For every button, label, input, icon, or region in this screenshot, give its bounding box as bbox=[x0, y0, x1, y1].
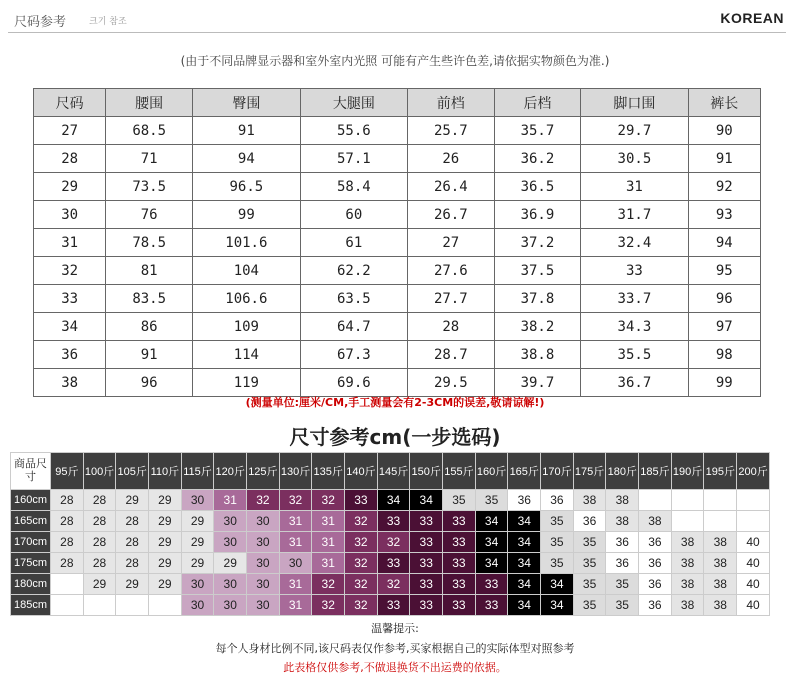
table-row bbox=[11, 574, 770, 595]
size-cell: 33 bbox=[410, 532, 443, 553]
tips-line-2: 此表格仅供参考,不做退换货不出运费的依据。 bbox=[283, 661, 507, 674]
table-cell: 101.6 bbox=[193, 229, 301, 257]
size-cell: 30 bbox=[214, 574, 247, 595]
page-header bbox=[8, 8, 786, 33]
size-cell: 35 bbox=[573, 595, 606, 616]
size-cell: 32 bbox=[345, 511, 378, 532]
size-cell: 33 bbox=[475, 595, 508, 616]
table-cell: 31 bbox=[34, 229, 106, 257]
table-cell: 90 bbox=[688, 117, 760, 145]
size-cell: 33 bbox=[410, 553, 443, 574]
size-cell: 32 bbox=[312, 490, 345, 511]
table-cell: 36.7 bbox=[581, 369, 688, 397]
table-cell: 29 bbox=[34, 173, 106, 201]
table-cell: 94 bbox=[688, 229, 760, 257]
size-cell: 40 bbox=[737, 553, 770, 574]
size-cell: 33 bbox=[443, 595, 476, 616]
size-cell: 36 bbox=[606, 553, 639, 574]
size-table-body bbox=[34, 117, 761, 397]
table-cell: 27.7 bbox=[407, 285, 494, 313]
size-cell: 32 bbox=[345, 553, 378, 574]
size-cell: 40 bbox=[737, 532, 770, 553]
size-cell: 38 bbox=[606, 490, 639, 511]
size-cell: 29 bbox=[83, 574, 116, 595]
size-cell: 31 bbox=[312, 511, 345, 532]
size-cell: 32 bbox=[247, 490, 280, 511]
table-cell: 99 bbox=[688, 369, 760, 397]
size-cell: 35 bbox=[573, 553, 606, 574]
size-cell: 29 bbox=[149, 532, 182, 553]
size-cell: 33 bbox=[443, 511, 476, 532]
table-cell: 57.1 bbox=[300, 145, 407, 173]
table-cell: 99 bbox=[193, 201, 301, 229]
weight-header: 95斤 bbox=[51, 453, 84, 490]
table-cell: 28 bbox=[407, 313, 494, 341]
size-cell: 36 bbox=[573, 511, 606, 532]
size-cell: 28 bbox=[51, 511, 84, 532]
weight-header: 110斤 bbox=[149, 453, 182, 490]
size-cell: 33 bbox=[443, 574, 476, 595]
table-cell: 64.7 bbox=[300, 313, 407, 341]
column-header: 裤长 bbox=[688, 89, 760, 117]
size-cell: 32 bbox=[377, 574, 410, 595]
size-cell: 35 bbox=[443, 490, 476, 511]
size-cell: 35 bbox=[541, 532, 574, 553]
table-cell: 35.7 bbox=[494, 117, 581, 145]
height-label: 160cm bbox=[11, 490, 51, 511]
size-cell: 29 bbox=[214, 553, 247, 574]
size-cell: 35 bbox=[541, 511, 574, 532]
size-cell: 34 bbox=[541, 595, 574, 616]
table-cell: 27 bbox=[34, 117, 106, 145]
size-cell: 38 bbox=[704, 553, 737, 574]
size-cell: 34 bbox=[508, 511, 541, 532]
size-cell: 28 bbox=[83, 490, 116, 511]
measurement-warning: (测量单位:厘米/CM,手工测量会有2-3CM的误差,敬请谅解!) bbox=[245, 396, 545, 409]
table-cell: 96 bbox=[688, 285, 760, 313]
size-cell: 30 bbox=[247, 574, 280, 595]
size-cell: 29 bbox=[149, 490, 182, 511]
weight-header: 175斤 bbox=[573, 453, 606, 490]
size-cell: 32 bbox=[377, 532, 410, 553]
size-cell: 36 bbox=[639, 553, 672, 574]
size-cell: 34 bbox=[508, 595, 541, 616]
table-cell: 73.5 bbox=[106, 173, 193, 201]
size-cell bbox=[704, 511, 737, 532]
table-cell: 38 bbox=[34, 369, 106, 397]
table-cell: 91 bbox=[688, 145, 760, 173]
weight-header: 155斤 bbox=[443, 453, 476, 490]
size-cell: 38 bbox=[671, 553, 704, 574]
size-cell: 31 bbox=[279, 511, 312, 532]
table-cell: 26.4 bbox=[407, 173, 494, 201]
size-cell: 30 bbox=[247, 595, 280, 616]
size-cell: 33 bbox=[410, 574, 443, 595]
table-cell: 31 bbox=[581, 173, 688, 201]
height-label: 180cm bbox=[11, 574, 51, 595]
size-cell: 34 bbox=[377, 490, 410, 511]
size-cell: 33 bbox=[475, 574, 508, 595]
table-cell: 119 bbox=[193, 369, 301, 397]
weight-header: 180斤 bbox=[606, 453, 639, 490]
size-cell: 33 bbox=[377, 553, 410, 574]
height-label: 175cm bbox=[11, 553, 51, 574]
weight-header: 100斤 bbox=[83, 453, 116, 490]
size-cell: 32 bbox=[345, 532, 378, 553]
table-cell: 37.5 bbox=[494, 257, 581, 285]
size-cell: 31 bbox=[279, 595, 312, 616]
weight-header: 120斤 bbox=[214, 453, 247, 490]
size-cell: 33 bbox=[377, 595, 410, 616]
table-row bbox=[34, 369, 761, 397]
table-row bbox=[11, 595, 770, 616]
size-cell: 33 bbox=[377, 511, 410, 532]
table-cell: 26 bbox=[407, 145, 494, 173]
weight-header: 165斤 bbox=[508, 453, 541, 490]
size-selector-header bbox=[11, 453, 770, 490]
size-cell: 30 bbox=[247, 532, 280, 553]
weight-header: 105斤 bbox=[116, 453, 149, 490]
size-cell: 30 bbox=[214, 595, 247, 616]
table-cell: 76 bbox=[106, 201, 193, 229]
size-cell: 34 bbox=[508, 553, 541, 574]
size-cell: 30 bbox=[214, 511, 247, 532]
size-cell: 34 bbox=[475, 553, 508, 574]
weight-header: 145斤 bbox=[377, 453, 410, 490]
size-cell bbox=[671, 490, 704, 511]
size-cell: 34 bbox=[410, 490, 443, 511]
size-cell: 38 bbox=[639, 511, 672, 532]
size-cell: 35 bbox=[573, 574, 606, 595]
table-cell: 36.5 bbox=[494, 173, 581, 201]
size-cell bbox=[737, 490, 770, 511]
table-row bbox=[11, 511, 770, 532]
size-cell: 30 bbox=[247, 511, 280, 532]
size-cell: 34 bbox=[508, 574, 541, 595]
table-cell: 36.2 bbox=[494, 145, 581, 173]
size-cell bbox=[149, 595, 182, 616]
tips-line-1: 每个人身材比例不同,该尺码表仅作参考,买家根据自己的实际体型对照参考 bbox=[215, 642, 575, 655]
size-cell bbox=[51, 574, 84, 595]
table-cell: 29.7 bbox=[581, 117, 688, 145]
table-cell: 36.9 bbox=[494, 201, 581, 229]
corner-cell: 商品尺寸 bbox=[11, 453, 51, 490]
size-cell bbox=[704, 490, 737, 511]
size-cell: 29 bbox=[116, 574, 149, 595]
size-cell: 40 bbox=[737, 595, 770, 616]
table-row bbox=[34, 313, 761, 341]
weight-header: 135斤 bbox=[312, 453, 345, 490]
size-cell: 28 bbox=[116, 553, 149, 574]
weight-header: 115斤 bbox=[181, 453, 214, 490]
size-cell: 34 bbox=[541, 574, 574, 595]
table-cell: 32 bbox=[34, 257, 106, 285]
size-cell: 36 bbox=[606, 532, 639, 553]
table-cell: 97 bbox=[688, 313, 760, 341]
table-cell: 37.2 bbox=[494, 229, 581, 257]
size-table bbox=[33, 88, 761, 397]
table-cell: 26.7 bbox=[407, 201, 494, 229]
size-cell: 32 bbox=[279, 490, 312, 511]
size-cell: 36 bbox=[639, 574, 672, 595]
table-cell: 58.4 bbox=[300, 173, 407, 201]
size-cell: 30 bbox=[214, 532, 247, 553]
table-row bbox=[34, 229, 761, 257]
column-header: 腰围 bbox=[106, 89, 193, 117]
size-cell: 29 bbox=[181, 532, 214, 553]
size-cell: 38 bbox=[671, 532, 704, 553]
table-cell: 93 bbox=[688, 201, 760, 229]
size-cell: 35 bbox=[573, 532, 606, 553]
table-cell: 61 bbox=[300, 229, 407, 257]
table-cell: 33 bbox=[581, 257, 688, 285]
table-row bbox=[34, 341, 761, 369]
table-cell: 29.5 bbox=[407, 369, 494, 397]
weight-header: 130斤 bbox=[279, 453, 312, 490]
size-cell: 33 bbox=[443, 553, 476, 574]
table-cell: 96 bbox=[106, 369, 193, 397]
size-cell: 31 bbox=[312, 532, 345, 553]
table-cell: 27.6 bbox=[407, 257, 494, 285]
size-cell: 29 bbox=[116, 490, 149, 511]
size-cell: 28 bbox=[51, 490, 84, 511]
table-cell: 34 bbox=[34, 313, 106, 341]
size-cell: 38 bbox=[704, 574, 737, 595]
size-cell: 30 bbox=[181, 574, 214, 595]
header-subtitle: 크기 참조 bbox=[89, 17, 127, 27]
size-cell: 30 bbox=[181, 595, 214, 616]
table-cell: 33 bbox=[34, 285, 106, 313]
size-cell: 38 bbox=[704, 532, 737, 553]
table-cell: 114 bbox=[193, 341, 301, 369]
column-header: 尺码 bbox=[34, 89, 106, 117]
table-cell: 30.5 bbox=[581, 145, 688, 173]
size-cell: 34 bbox=[508, 532, 541, 553]
table-row bbox=[11, 490, 770, 511]
weight-header: 150斤 bbox=[410, 453, 443, 490]
size-cell: 38 bbox=[671, 574, 704, 595]
size-cell: 31 bbox=[279, 574, 312, 595]
table-cell: 78.5 bbox=[106, 229, 193, 257]
table-row bbox=[11, 532, 770, 553]
size-cell: 38 bbox=[606, 511, 639, 532]
size-cell: 28 bbox=[51, 532, 84, 553]
table-cell: 98 bbox=[688, 341, 760, 369]
table-cell: 104 bbox=[193, 257, 301, 285]
table-cell: 81 bbox=[106, 257, 193, 285]
table-cell: 71 bbox=[106, 145, 193, 173]
weight-header: 200斤 bbox=[737, 453, 770, 490]
table-row bbox=[34, 201, 761, 229]
table-row bbox=[34, 257, 761, 285]
column-header: 前档 bbox=[407, 89, 494, 117]
table-cell: 37.8 bbox=[494, 285, 581, 313]
size-cell bbox=[737, 511, 770, 532]
size-cell: 33 bbox=[443, 532, 476, 553]
size-cell: 29 bbox=[149, 553, 182, 574]
size-cell: 36 bbox=[541, 490, 574, 511]
size-cell bbox=[639, 490, 672, 511]
table-cell: 95 bbox=[688, 257, 760, 285]
weight-header: 125斤 bbox=[247, 453, 280, 490]
size-cell: 28 bbox=[116, 532, 149, 553]
table-row bbox=[11, 553, 770, 574]
header-title: 尺码参考 bbox=[14, 15, 67, 30]
size-cell: 28 bbox=[116, 511, 149, 532]
size-selector-table bbox=[10, 452, 770, 616]
weight-header: 185斤 bbox=[639, 453, 672, 490]
table-row bbox=[34, 145, 761, 173]
size-cell: 30 bbox=[279, 553, 312, 574]
table-cell: 35.5 bbox=[581, 341, 688, 369]
size-cell: 30 bbox=[181, 490, 214, 511]
table-cell: 91 bbox=[106, 341, 193, 369]
weight-header: 160斤 bbox=[475, 453, 508, 490]
table-cell: 68.5 bbox=[106, 117, 193, 145]
table-cell: 62.2 bbox=[300, 257, 407, 285]
table-cell: 69.6 bbox=[300, 369, 407, 397]
size-cell: 31 bbox=[279, 532, 312, 553]
size-cell: 35 bbox=[475, 490, 508, 511]
table-cell: 94 bbox=[193, 145, 301, 173]
table-cell: 28.7 bbox=[407, 341, 494, 369]
size-cell: 38 bbox=[704, 595, 737, 616]
size-cell: 33 bbox=[410, 595, 443, 616]
size-cell: 29 bbox=[149, 511, 182, 532]
table-cell: 31.7 bbox=[581, 201, 688, 229]
size-cell: 36 bbox=[639, 532, 672, 553]
size-cell: 33 bbox=[345, 490, 378, 511]
size-selector-body bbox=[11, 490, 770, 616]
column-header: 脚口围 bbox=[581, 89, 688, 117]
size-cell: 31 bbox=[214, 490, 247, 511]
table-cell: 33.7 bbox=[581, 285, 688, 313]
height-label: 185cm bbox=[11, 595, 51, 616]
table-cell: 67.3 bbox=[300, 341, 407, 369]
table-row bbox=[34, 117, 761, 145]
table-row bbox=[34, 173, 761, 201]
tips-title: 温馨提示: bbox=[371, 622, 419, 635]
size-selector-title: 尺寸参考cm(一步选码) bbox=[289, 425, 501, 449]
size-cell: 38 bbox=[671, 595, 704, 616]
size-cell: 32 bbox=[312, 574, 345, 595]
height-label: 165cm bbox=[11, 511, 51, 532]
table-cell: 55.6 bbox=[300, 117, 407, 145]
table-row bbox=[34, 285, 761, 313]
size-cell: 31 bbox=[312, 553, 345, 574]
size-cell bbox=[83, 595, 116, 616]
column-header: 后档 bbox=[494, 89, 581, 117]
size-cell: 34 bbox=[475, 511, 508, 532]
table-cell: 25.7 bbox=[407, 117, 494, 145]
table-cell: 83.5 bbox=[106, 285, 193, 313]
weight-header: 170斤 bbox=[541, 453, 574, 490]
size-cell: 28 bbox=[83, 532, 116, 553]
size-cell: 34 bbox=[475, 532, 508, 553]
table-cell: 63.5 bbox=[300, 285, 407, 313]
table-cell: 106.6 bbox=[193, 285, 301, 313]
size-cell: 35 bbox=[541, 553, 574, 574]
table-cell: 60 bbox=[300, 201, 407, 229]
size-cell: 32 bbox=[345, 595, 378, 616]
table-cell: 86 bbox=[106, 313, 193, 341]
size-cell bbox=[51, 595, 84, 616]
size-cell: 28 bbox=[51, 553, 84, 574]
height-label: 170cm bbox=[11, 532, 51, 553]
table-cell: 38.8 bbox=[494, 341, 581, 369]
table-cell: 27 bbox=[407, 229, 494, 257]
table-cell: 38.2 bbox=[494, 313, 581, 341]
table-cell: 109 bbox=[193, 313, 301, 341]
table-cell: 34.3 bbox=[581, 313, 688, 341]
table-cell: 36 bbox=[34, 341, 106, 369]
size-cell: 38 bbox=[573, 490, 606, 511]
size-table-header bbox=[34, 89, 761, 117]
column-header: 大腿围 bbox=[300, 89, 407, 117]
size-cell bbox=[116, 595, 149, 616]
size-cell: 35 bbox=[606, 574, 639, 595]
table-cell: 92 bbox=[688, 173, 760, 201]
size-cell: 29 bbox=[149, 574, 182, 595]
size-cell: 29 bbox=[181, 511, 214, 532]
table-cell: 91 bbox=[193, 117, 301, 145]
table-cell: 28 bbox=[34, 145, 106, 173]
size-cell: 35 bbox=[606, 595, 639, 616]
column-header: 臀围 bbox=[193, 89, 301, 117]
table-cell: 96.5 bbox=[193, 173, 301, 201]
size-cell: 28 bbox=[83, 553, 116, 574]
size-cell: 36 bbox=[508, 490, 541, 511]
size-cell: 33 bbox=[410, 511, 443, 532]
color-note: (由于不同品牌显示器和室外室内光照 可能有产生些许色差,请依据实物颜色为准.) bbox=[180, 54, 610, 68]
weight-header: 195斤 bbox=[704, 453, 737, 490]
table-cell: 32.4 bbox=[581, 229, 688, 257]
table-cell: 39.7 bbox=[494, 369, 581, 397]
size-cell: 30 bbox=[247, 553, 280, 574]
size-cell: 32 bbox=[312, 595, 345, 616]
size-cell: 28 bbox=[83, 511, 116, 532]
size-cell: 32 bbox=[345, 574, 378, 595]
size-cell: 36 bbox=[639, 595, 672, 616]
size-cell bbox=[671, 511, 704, 532]
table-cell: 30 bbox=[34, 201, 106, 229]
weight-header: 140斤 bbox=[345, 453, 378, 490]
brand-logo: KOREAN bbox=[720, 10, 784, 26]
size-cell: 40 bbox=[737, 574, 770, 595]
weight-header: 190斤 bbox=[671, 453, 704, 490]
size-cell: 29 bbox=[181, 553, 214, 574]
